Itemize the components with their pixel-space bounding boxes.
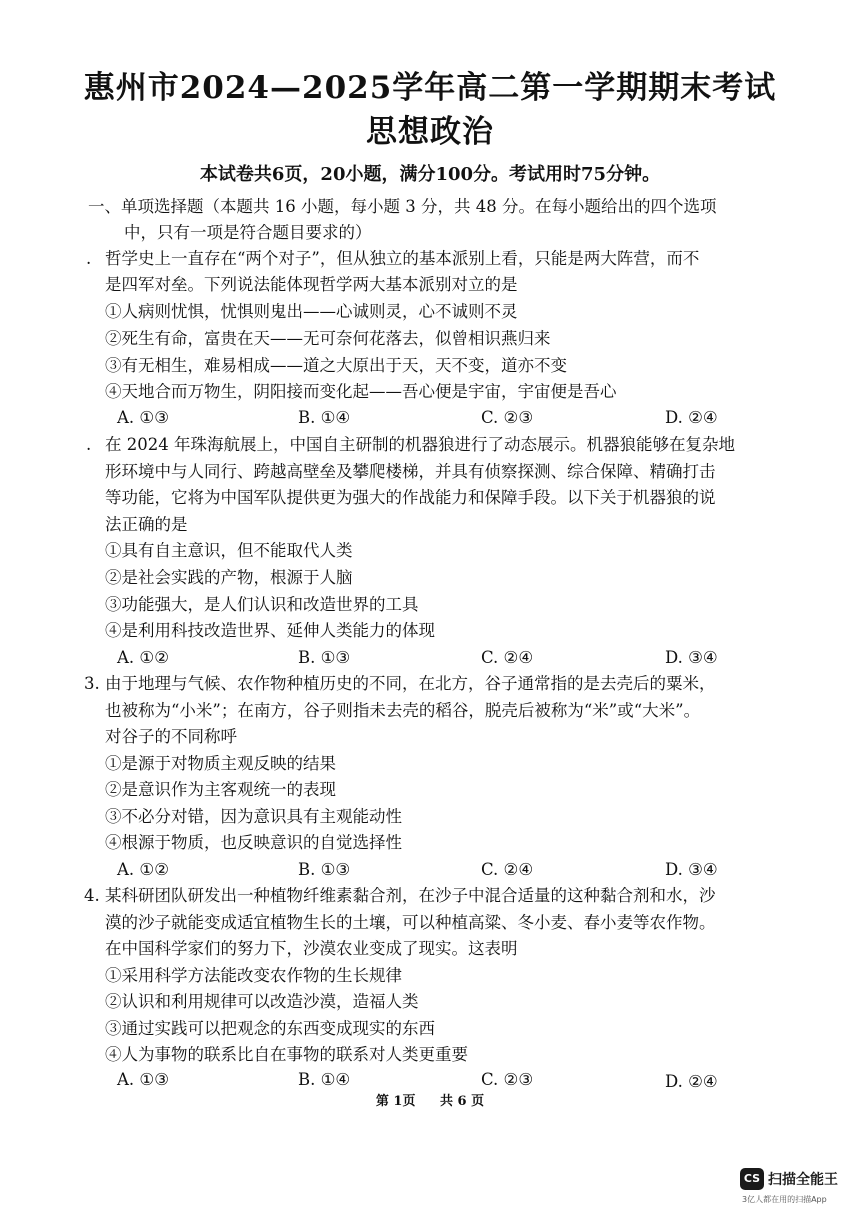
statement-item: ④根源于物质，也反映意识的自觉选择性 bbox=[105, 833, 402, 852]
question-stem: 是四军对垒。下列说法能体现哲学两大基本派别对立的是 bbox=[105, 275, 518, 294]
page-footer bbox=[0, 1090, 860, 1109]
statement-item: ②是意识作为主客观统一的表现 bbox=[105, 780, 336, 799]
question-stem: 在中国科学家们的努力下，沙漠农业变成了现实。这表明 bbox=[105, 939, 518, 958]
option-c: C. ②④ bbox=[481, 860, 534, 879]
question-stem: 也被称为“小米”；在南方，谷子则指未去壳的稻谷，脱壳后被称为“米”或“大米”。 bbox=[105, 701, 701, 720]
subject-title: 思想政治 bbox=[366, 114, 494, 150]
question-stem: 对谷子的不同称呼 bbox=[105, 727, 237, 746]
question-stem: 等功能，它将为中国军队提供更为强大的作战能力和保障手段。以下关于机器狼的说 bbox=[105, 488, 716, 507]
exam-title: 惠州市2024—2025学年高二第一学期期末考试 bbox=[83, 70, 777, 106]
statement-item: ②是社会实践的产物，根源于人脑 bbox=[105, 568, 353, 587]
question-number: . bbox=[86, 249, 92, 268]
option-a: A. ①② bbox=[117, 860, 169, 879]
question-stem: 在 2024 年珠海航展上，中国自主研制的机器狼进行了动态展示。机器狼能够在复杂地 bbox=[105, 435, 735, 454]
question-stem: 形环境中与人同行、跨越高壁垒及攀爬楼梯，并具有侦察探测、综合保障、精确打击 bbox=[105, 462, 716, 481]
option-b: B. ①③ bbox=[298, 648, 351, 667]
exam-info: 本试卷共6页，20小题，满分100分。考试用时75分钟。 bbox=[199, 164, 661, 185]
option-d: D. ③④ bbox=[665, 860, 718, 879]
option-c: C. ②③ bbox=[481, 1070, 534, 1089]
statement-item: ③通过实践可以把观念的东西变成现实的东西 bbox=[105, 1019, 435, 1038]
statement-item: ①是源于对物质主观反映的结果 bbox=[105, 754, 336, 773]
option-d: D. ③④ bbox=[665, 648, 718, 667]
page-number: 第 1页 bbox=[375, 1094, 416, 1109]
statement-item: ①人病则忧惧，忧惧则鬼出——心诚则灵，心不诚则不灵 bbox=[105, 302, 518, 321]
question-stem: 哲学史上一直存在“两个对子”，但从独立的基本派别上看，只能是两大阵营，而不 bbox=[105, 249, 700, 268]
statement-item: ②认识和利用规律可以改造沙漠，造福人类 bbox=[105, 992, 419, 1011]
option-a: A. ①② bbox=[117, 648, 169, 667]
option-b: B. ①④ bbox=[298, 408, 351, 427]
question-stem: 由于地理与气候、农作物种植历史的不同，在北方，谷子通常指的是去壳后的粟米， bbox=[105, 674, 716, 693]
cs-logo-icon: CS bbox=[740, 1168, 764, 1190]
option-a: A. ①③ bbox=[117, 408, 169, 427]
scanner-watermark bbox=[740, 1166, 850, 1206]
question-number: 4. bbox=[84, 886, 100, 905]
watermark-name: 扫描全能王 bbox=[768, 1172, 838, 1188]
statement-item: ④人为事物的联系比自在事物的联系对人类更重要 bbox=[105, 1045, 468, 1064]
statement-item: ①具有自主意识，但不能取代人类 bbox=[105, 541, 353, 560]
question-stem: 某科研团队研发出一种植物纤维素黏合剂，在沙子中混合适量的这种黏合剂和水，沙 bbox=[105, 886, 716, 905]
statement-item: ①采用科学方法能改变农作物的生长规律 bbox=[105, 966, 402, 985]
statement-item: ③不必分对错，因为意识具有主观能动性 bbox=[105, 807, 402, 826]
option-b: B. ①③ bbox=[298, 860, 351, 879]
question-number: . bbox=[86, 435, 92, 454]
section-heading-cont: 中，只有一项是符合题目要求的） bbox=[124, 223, 372, 242]
statement-item: ④是利用科技改造世界、延伸人类能力的体现 bbox=[105, 621, 435, 640]
statement-item: ②死生有命，富贵在天——无可奈何花落去，似曾相识燕归来 bbox=[105, 329, 551, 348]
question-stem: 漠的沙子就能变成适宜植物生长的土壤，可以种植高粱、冬小麦、春小麦等农作物。 bbox=[105, 913, 716, 932]
statement-item: ④天地合而万物生，阴阳接而变化起——吾心便是宇宙，宇宙便是吾心 bbox=[105, 382, 617, 401]
section-heading: 一、单项选择题（本题共 16 小题，每小题 3 分，共 48 分。在每小题给出的四个选项 bbox=[88, 197, 717, 216]
option-d: D. ②④ bbox=[665, 408, 718, 427]
option-c: C. ②④ bbox=[481, 648, 534, 667]
question-stem: 法正确的是 bbox=[105, 515, 188, 534]
option-a: A. ①③ bbox=[117, 1070, 169, 1089]
option-c: C. ②③ bbox=[481, 408, 534, 427]
option-b: B. ①④ bbox=[298, 1070, 351, 1089]
watermark-tagline: 3亿人都在用的扫描App bbox=[742, 1195, 827, 1204]
option-d: D. ②④ bbox=[665, 1072, 718, 1091]
statement-item: ③功能强大，是人们认识和改造世界的工具 bbox=[105, 595, 419, 614]
page-total: 共 6 页 bbox=[440, 1094, 485, 1109]
question-number: 3. bbox=[84, 674, 100, 693]
statement-item: ③有无相生，难易相成——道之大原出于天，天不变，道亦不变 bbox=[105, 356, 567, 375]
